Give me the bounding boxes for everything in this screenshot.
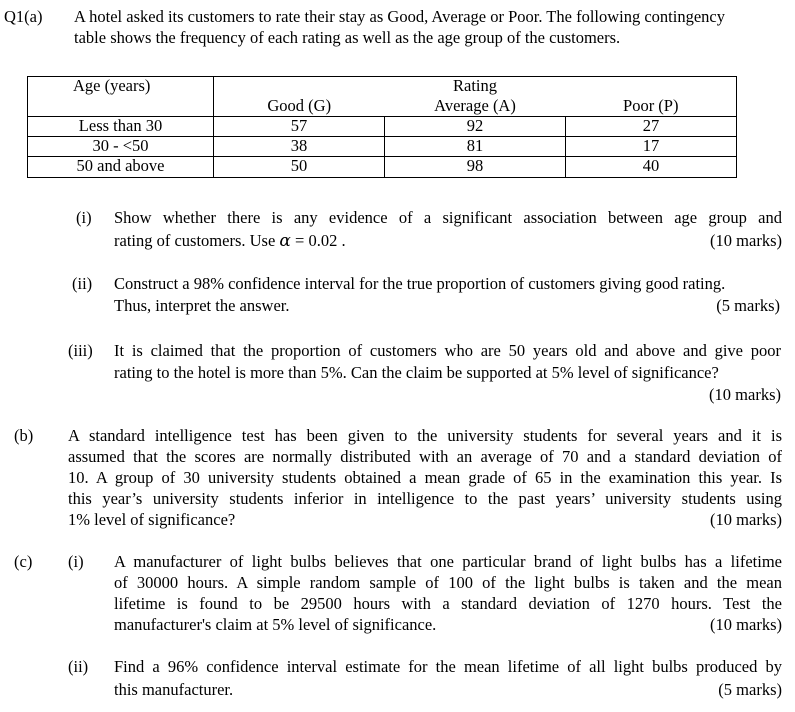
value-cell: 17 xyxy=(566,137,737,157)
value-cell: 27 xyxy=(566,117,737,137)
column-header: Average (A) xyxy=(385,97,566,117)
part-i-marks: (10 marks) xyxy=(710,231,782,250)
part-b-line-3: 10. A group of 30 university students obtained a mean grade of 65 in the examination this year. Is xyxy=(68,468,782,487)
value-cell: 50 xyxy=(214,157,385,178)
part-iii-line-2: rating to the hotel is more than 5%. Can the claim be supported at 5% level of significance? xyxy=(114,363,719,382)
part-c-i-label: (i) xyxy=(68,552,84,571)
value-cell: 40 xyxy=(566,157,737,178)
part-ii-line-1: Construct a 98% confidence interval for the true proportion of customers giving good rating. xyxy=(114,274,726,293)
part-b-line-4: this year’s university students inferior in intelligence to the past years’ university students using xyxy=(68,489,782,508)
table-row xyxy=(28,137,737,157)
part-b-marks: (10 marks) xyxy=(710,510,782,529)
part-c-i-line-1: A manufacturer of light bulbs believes that one particular brand of light bulbs has a lifetime xyxy=(114,552,782,571)
table-row xyxy=(28,157,737,178)
column-header: Good (G) xyxy=(214,97,385,117)
value-cell: 92 xyxy=(385,117,566,137)
contingency-table xyxy=(27,76,737,178)
part-c-ii-marks: (5 marks) xyxy=(718,680,782,699)
part-c-i-line-4: manufacturer's claim at 5% level of significance. xyxy=(114,615,437,634)
part-iii-line-1: It is claimed that the proportion of customers who are 50 years old and above and give poor xyxy=(114,341,781,360)
part-i-label: (i) xyxy=(76,208,92,227)
value-cell: 98 xyxy=(385,157,566,178)
part-b-line-2: assumed that the scores are normally distributed with an average of 70 and a standard deviation of xyxy=(68,447,782,466)
age-header: Age (years) xyxy=(28,77,214,97)
table-row xyxy=(28,117,737,137)
alpha-symbol: α xyxy=(279,231,291,251)
part-c-label: (c) xyxy=(14,552,33,571)
age-cell: 30 - <50 xyxy=(28,137,214,157)
part-i-line-2: rating of customers. Use α = 0.02 . xyxy=(114,231,346,251)
part-b-line-5: 1% level of significance? xyxy=(68,510,236,529)
part-ii-label: (ii) xyxy=(72,274,93,293)
part-iii-label: (iii) xyxy=(68,341,93,360)
part-ii-marks: (5 marks) xyxy=(716,296,780,315)
part-c-i-line-3: lifetime is found to be 29500 hours with a standard deviation of 1270 hours. Test the xyxy=(114,594,782,613)
part-c-ii-line-1: Find a 96% confidence interval estimate for the mean lifetime of all light bulbs produced by xyxy=(114,657,782,676)
part-c-i-line-2: of 30000 hours. A simple random sample of 100 of the light bulbs is taken and the mean xyxy=(114,573,782,592)
value-cell: 57 xyxy=(214,117,385,137)
question-number: Q1(a) xyxy=(4,7,43,26)
intro-line-2: table shows the frequency of each rating as well as the age group of the customers. xyxy=(74,28,621,47)
age-cell: Less than 30 xyxy=(28,117,214,137)
part-c-i-marks: (10 marks) xyxy=(710,615,782,634)
part-i-line-1: Show whether there is any evidence of a significant association between age group and xyxy=(114,208,782,227)
age-cell: 50 and above xyxy=(28,157,214,178)
rating-header: Rating xyxy=(214,77,737,97)
part-ii-line-2: Thus, interpret the answer. xyxy=(114,296,290,315)
value-cell: 38 xyxy=(214,137,385,157)
part-iii-marks: (10 marks) xyxy=(709,385,781,404)
part-c-ii-label: (ii) xyxy=(68,657,89,676)
part-c-ii-line-2: this manufacturer. xyxy=(114,680,234,699)
part-b-line-1: A standard intelligence test has been given to the university students for several years and it is xyxy=(68,426,782,445)
intro-line-1: A hotel asked its customers to rate their stay as Good, Average or Poor. The following contingency xyxy=(74,7,726,26)
value-cell: 81 xyxy=(385,137,566,157)
column-header: Poor (P) xyxy=(566,97,737,117)
part-b-label: (b) xyxy=(14,426,34,445)
